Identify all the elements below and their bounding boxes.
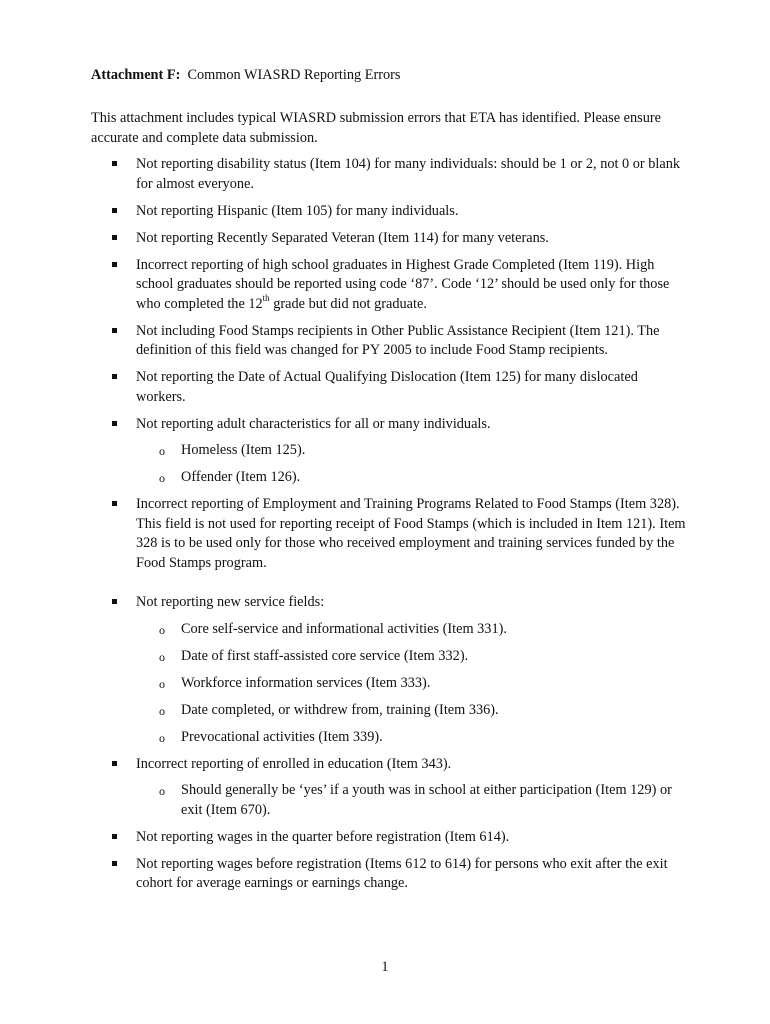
sub-list-item: [91, 781, 691, 820]
list-item-text: Not reporting Hispanic (Item 105) for many individuals.: [136, 202, 459, 219]
list-item: [91, 322, 691, 361]
list-item-text: Not including Food Stamps recipients in Other Public Assistance Recipient (Item 121). The definition of this field was changed for PY 2005 to include Food Stamp recipients.: [136, 322, 660, 358]
square-bullet-icon: [112, 761, 117, 766]
list-item: [91, 155, 691, 194]
list-item: [91, 229, 691, 249]
list-item: [91, 855, 691, 894]
intro-paragraph: [91, 109, 691, 148]
list-item: [91, 495, 691, 573]
circle-bullet-icon: o: [159, 784, 165, 798]
square-bullet-icon: [112, 161, 117, 166]
list-item: [91, 828, 691, 848]
sub-item-text: Core self-service and informational activities (Item 331).: [181, 620, 507, 637]
superscript-th: th: [262, 292, 270, 303]
list-item-text: Incorrect reporting of Employment and Training Programs Related to Food Stamps (Item 328). This field is not used for reporting receipt of Food Stamps (which is included in Item 121). Item 328 is to be used only for those who received employment and training services funded by the Food Stamps program.: [136, 496, 686, 571]
square-bullet-icon: [112, 328, 117, 333]
list-item-text: Not reporting the Date of Actual Qualifying Dislocation (Item 125) for many dislocated workers.: [136, 369, 638, 405]
sub-item-text: Should generally be ‘yes’ if a youth was in school at either participation (Item 129) or exit (Item 670).: [181, 782, 672, 818]
sub-list-item: [91, 701, 691, 721]
circle-bullet-icon: o: [159, 471, 165, 485]
page-number: 1: [381, 959, 389, 975]
sub-list: [136, 620, 691, 748]
sub-list-item: [91, 441, 691, 461]
square-bullet-icon: [112, 421, 117, 426]
list-item-text: Incorrect reporting of enrolled in education (Item 343).: [136, 755, 452, 772]
sub-item-text: Date of first staff-assisted core service (Item 332).: [181, 647, 469, 664]
sub-list: [136, 781, 691, 820]
square-bullet-icon: [112, 599, 117, 604]
heading-label: Attachment F:: [91, 67, 181, 83]
list-item: [91, 368, 691, 407]
square-bullet-icon: [112, 262, 117, 267]
sub-list: [136, 441, 691, 488]
sub-item-text: Workforce information services (Item 333).: [181, 674, 431, 691]
error-list: [91, 155, 691, 901]
circle-bullet-icon: o: [159, 649, 165, 664]
circle-bullet-icon: o: [159, 703, 165, 718]
square-bullet-icon: [112, 235, 117, 240]
sub-list-item: [91, 728, 691, 748]
list-item: [91, 415, 691, 488]
square-bullet-icon: [112, 208, 117, 213]
heading-title: Common WIASRD Reporting Errors: [187, 67, 401, 83]
list-item: [91, 202, 691, 222]
circle-bullet-icon: o: [159, 444, 165, 458]
sub-item-text: Offender (Item 126).: [181, 469, 301, 485]
intro-text: This attachment includes typical WIASRD submission errors that ETA has identified. Please ensure accurate and complete data submission.: [91, 110, 661, 146]
sub-list-item: [91, 468, 691, 488]
attachment-heading: [91, 66, 400, 86]
list-item: [91, 593, 691, 747]
circle-bullet-icon: o: [159, 676, 165, 691]
sub-item-text: Homeless (Item 125).: [181, 442, 306, 458]
sub-list-item: [91, 647, 691, 667]
square-bullet-icon: [112, 374, 117, 379]
sub-list-item: [91, 620, 691, 640]
list-item-text: Not reporting new service fields:: [136, 594, 325, 610]
list-item: [91, 755, 691, 821]
square-bullet-icon: [112, 501, 117, 506]
list-item-text: Not reporting disability status (Item 104) for many individuals: should be 1 or 2, not 0 or blank for almost everyone.: [136, 156, 681, 192]
square-bullet-icon: [112, 861, 117, 866]
list-item: [91, 256, 691, 315]
list-item-text-cont: grade but did not graduate.: [269, 295, 427, 312]
sub-item-text: Date completed, or withdrew from, training (Item 336).: [181, 701, 499, 718]
list-item-text: Not reporting wages before registration (Items 612 to 614) for persons who exit after the exit cohort for average earnings or earnings change.: [136, 855, 668, 891]
list-item-text: Not reporting Recently Separated Veteran (Item 114) for many veterans.: [136, 229, 549, 246]
square-bullet-icon: [112, 834, 117, 839]
circle-bullet-icon: o: [159, 730, 165, 745]
list-item-text: Not reporting adult characteristics for all or many individuals.: [136, 415, 491, 432]
list-item-text: Incorrect reporting of high school graduates in Highest Grade Completed (Item 119). High school graduates should be reported using code ‘87’. Code ‘12’ should be used only for those who completed the 12: [136, 256, 670, 312]
list-item-text: Not reporting wages in the quarter before registration (Item 614).: [136, 828, 510, 845]
circle-bullet-icon: o: [159, 622, 165, 637]
sub-list-item: [91, 674, 691, 694]
sub-item-text: Prevocational activities (Item 339).: [181, 728, 383, 745]
